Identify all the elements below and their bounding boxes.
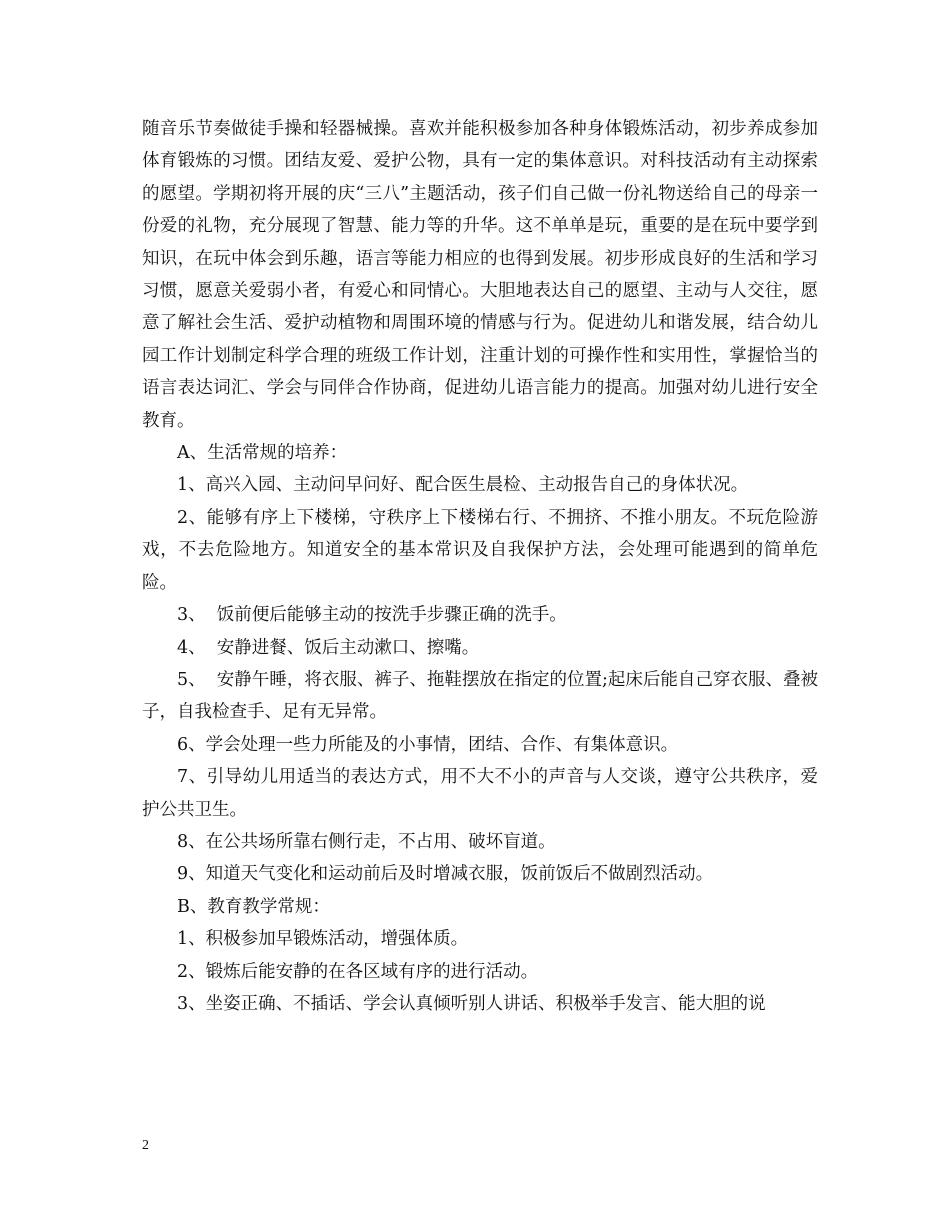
list-item: 8、在公共场所靠右侧行走，不占用、破坏盲道。 [177, 831, 556, 852]
page-number: 2 [142, 1138, 149, 1153]
list-item: 7、引导幼儿用适当的表达方式，用不大不小的声音与人交谈，遵守公共秩序，爱护公共卫生。 [142, 767, 818, 820]
list-item: 3、坐姿正确、不插话、学会认真倾听别人讲话、积极举手发言、能大胆的说 [177, 993, 766, 1014]
list-item: 2、锻炼后能安静的在各区域有序的进行活动。 [177, 961, 539, 982]
list-item: 3、 饭前便后能够主动的按洗手步骤正确的洗手。 [177, 605, 567, 626]
list-item: 2、能够有序上下楼梯，守秩序上下楼梯右行、不拥挤、不推小朋友。不玩危险游戏，不去危险地方。知道安全的基本常识及自我保护方法，会处理可能遇到的简单危险。 [142, 507, 818, 593]
document-body [142, 113, 818, 1020]
body-paragraph: 随音乐节奏做徒手操和轻器械操。喜欢并能积极参加各种身体锻炼活动，初步养成参加体育锻炼的习惯。团结友爱、爱护公物，具有一定的集体意识。对科技活动有主动探索的愿望。学期初将开展的庆“三八”主题活动，孩子们自己做一份礼物送给自己的母亲一份爱的礼物，充分展现了智慧、能力等的升华。这不单单是玩，重要的是在玩中要学到知识，在玩中体会到乐趣，语言等能力相应的也得到发展。初步形成良好的生活和学习习惯，愿意关爱弱小者，有爱心和同情心。大胆地表达自己的愿望、主动与人交往，愿意了解社会生活、爱护动植物和周围环境的情感与行为。促进幼儿和谐发展，结合幼儿园工作计划制定科学合理的班级工作计划，注重计划的可操作性和实用性，掌握恰当的语言表达词汇、学会与同伴合作协商，促进幼儿语言能力的提高。加强对幼儿进行安全教育。 [142, 119, 818, 431]
list-item: 1、积极参加早锻炼活动，增强体质。 [177, 929, 469, 950]
list-item: 4、 安静进餐、饭后主动漱口、擦嘴。 [177, 637, 480, 658]
list-item: 5、 安静午睡，将衣服、裤子、拖鞋摆放在指定的位置;起床后能自己穿衣服、叠被子，自我检查手、足有无异常。 [142, 669, 818, 723]
list-item: 9、知道天气变化和运动前后及时增减衣服，饭前饭后不做剧烈活动。 [177, 864, 714, 885]
section-heading-b: B、教育教学常规： [177, 896, 330, 917]
list-item: 1、高兴入园、主动问早问好、配合医生晨检、主动报告自己的身体状况。 [177, 475, 749, 496]
section-heading-a: A、生活常规的培养： [177, 443, 348, 464]
list-item: 6、学会处理一些力所能及的小事情，团结、合作、有集体意识。 [177, 734, 679, 755]
